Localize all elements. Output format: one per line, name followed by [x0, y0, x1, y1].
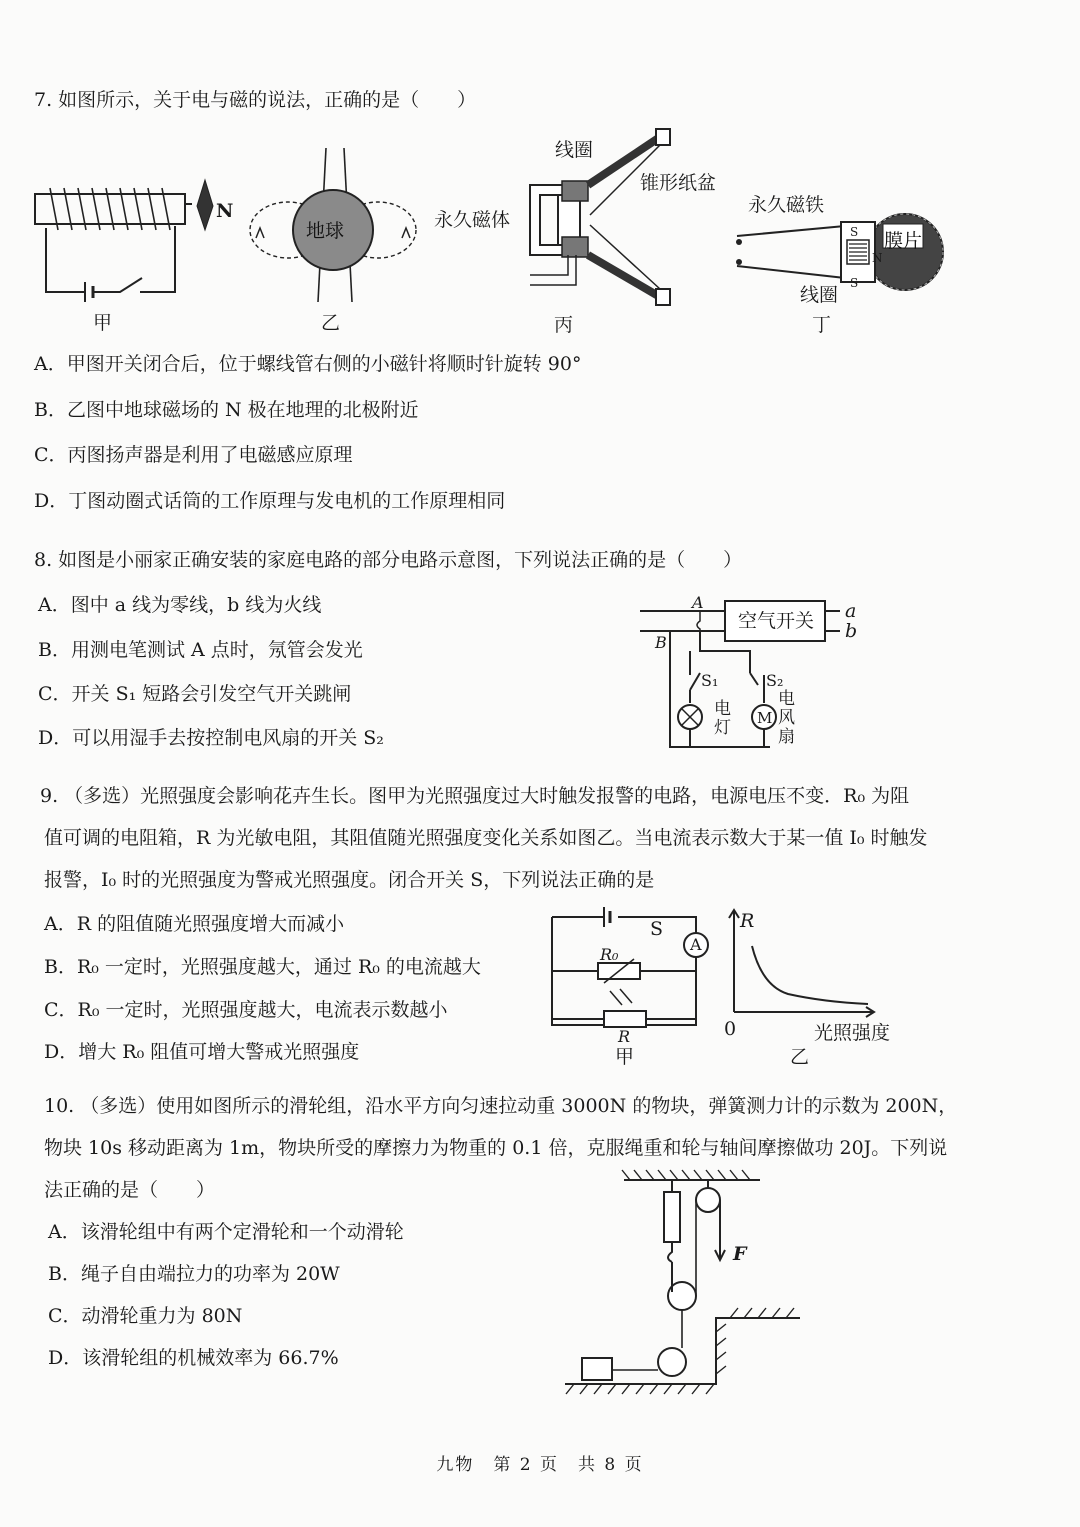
q9-stem-line2: 值可调的电阻箱，R 为光敏电阻，其阻值随光照强度变化关系如图乙。当电流表示数大于某一值 I₀ 时触发 — [44, 827, 928, 849]
label-force-f: F — [733, 1243, 747, 1265]
label-coil-ding: 线圈 — [800, 284, 839, 306]
q8-option-a: A．图中 a 线为零线，b 线为火线 — [38, 594, 322, 616]
q10-stem-line2: 物块 10s 移动距离为 1m，物块所受的摩擦力为物重的 0.1 倍，克服绳重和轮与轴间摩擦做功 20J。下列说 — [44, 1137, 948, 1159]
label-yi: 乙 — [321, 312, 341, 334]
label-yi-q9: 乙 — [790, 1046, 810, 1068]
q10-option-d: D．该滑轮组的机械效率为 66.7% — [48, 1347, 339, 1369]
q10-option-c: C．动滑轮重力为 80N — [48, 1305, 243, 1327]
q8-option-b: B．用测电笔测试 A 点时，氖管会发光 — [38, 639, 363, 661]
q9-option-a: A．R 的阻值随光照强度增大而减小 — [44, 913, 345, 935]
label-switch-s: S — [650, 918, 664, 940]
label-xaxis: 光照强度 — [814, 1022, 891, 1044]
page-footer: 九物 第 2 页 共 8 页 — [436, 1455, 644, 1475]
label-point-b: B — [655, 633, 667, 652]
label-jia-q9: 甲 — [615, 1046, 635, 1068]
q10-option-a: A．该滑轮组中有两个定滑轮和一个动滑轮 — [48, 1221, 404, 1243]
label-s-top: S — [850, 225, 859, 239]
figure-ding-microphone — [735, 210, 945, 305]
label-yaxis-r: R — [740, 910, 755, 932]
q8-stem: 8. 如图是小丽家正确安装的家庭电路的部分电路示意图，下列说法正确的是（ ） — [34, 549, 743, 571]
q7-option-a: A．甲图开关闭合后，位于螺线管右侧的小磁针将顺时针旋转 90° — [34, 353, 582, 375]
q7-option-b: B．乙图中地球磁场的 N 极在地理的北极附近 — [34, 399, 419, 421]
label-jia: 甲 — [93, 312, 113, 334]
label-r0: R₀ — [600, 945, 619, 964]
q8-option-c: C．开关 S₁ 短路会引发空气开关跳闸 — [38, 683, 352, 705]
label-fan: 电风扇 — [778, 689, 795, 747]
q10-option-b: B．绳子自由端拉力的功率为 20W — [48, 1263, 340, 1285]
label-origin: 0 — [724, 1018, 737, 1040]
label-r: R — [618, 1027, 631, 1046]
figure-jia-solenoid — [30, 170, 240, 305]
q9-stem-line3: 报警，I₀ 时的光照强度为警戒光照强度。闭合开关 S，下列说法正确的是 — [44, 869, 655, 891]
figure-q9-circuit-jia — [548, 905, 718, 1045]
label-s2: S₂ — [766, 671, 784, 690]
label-motor: M — [757, 709, 773, 727]
label-ding: 丁 — [812, 314, 832, 336]
label-point-a: A — [692, 593, 704, 612]
label-coil: 线圈 — [555, 139, 594, 161]
q9-option-c: C．R₀ 一定时，光照强度越大，电流表示数越小 — [44, 999, 448, 1021]
label-diaphragm: 膜片 — [884, 230, 923, 252]
figure-q10-pulley — [560, 1162, 810, 1402]
label-magnet-ding: 永久磁铁 — [748, 194, 825, 216]
label-cone: 锥形纸盆 — [640, 172, 717, 194]
q8-option-d: D．可以用湿手去按控制电风扇的开关 S₂ — [38, 727, 384, 749]
figure-bing-speaker — [510, 125, 680, 310]
q7-option-c: C．丙图扬声器是利用了电磁感应原理 — [34, 444, 353, 466]
q7-option-d: D．丁图动圈式话筒的工作原理与发电机的工作原理相同 — [34, 490, 506, 512]
q9-option-d: D．增大 R₀ 阻值可增大警戒光照强度 — [44, 1041, 360, 1063]
label-wire-a: a — [845, 600, 857, 622]
label-lamp: 电灯 — [714, 699, 731, 738]
label-magnet-bing: 永久磁体 — [434, 209, 511, 231]
q10-stem-line1: 10. （多选）使用如图所示的滑轮组，沿水平方向匀速拉动重 3000N 的物块，弹簧测力计的示数为 200N， — [44, 1095, 958, 1117]
q7-stem: 7. 如图所示，关于电与磁的说法，正确的是（ ） — [34, 89, 477, 111]
label-ammeter: A — [690, 935, 702, 954]
label-bing: 丙 — [554, 314, 574, 336]
label-wire-b: b — [845, 620, 858, 642]
label-n-mid: N — [872, 251, 883, 265]
label-north: N — [216, 200, 234, 222]
q9-stem-line1: 9. （多选）光照强度会影响花卉生长。图甲为光照强度过大时触发报警的电路，电源电压不变．R₀ 为阻 — [40, 785, 910, 807]
q9-option-b: B．R₀ 一定时，光照强度越大，通过 R₀ 的电流越大 — [44, 956, 481, 978]
label-s1: S₁ — [701, 671, 719, 690]
label-earth: 地球 — [306, 220, 345, 242]
q10-stem-line3: 法正确的是（ ） — [44, 1179, 216, 1201]
label-air-breaker: 空气开关 — [738, 610, 815, 632]
label-s-bot: S — [850, 276, 859, 290]
